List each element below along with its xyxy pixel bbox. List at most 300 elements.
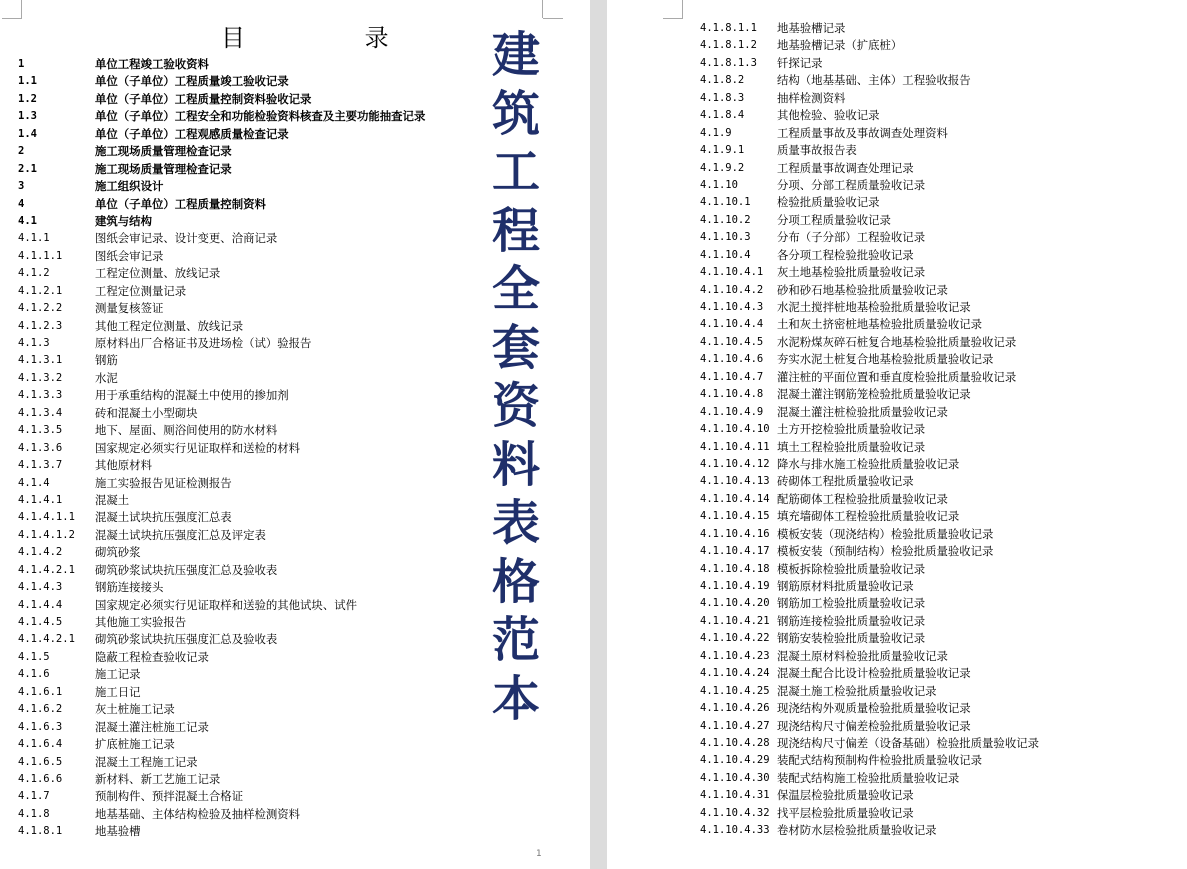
toc-entry-title: 混凝土配合比设计检验批质量验收记录 xyxy=(777,666,971,681)
toc-entry xyxy=(700,90,1180,107)
toc-entry-number: 1.2 xyxy=(18,92,37,105)
toc-entry xyxy=(18,370,478,387)
toc-entry-number: 4.1.10.4.16 xyxy=(700,527,770,540)
toc-entry xyxy=(18,230,478,247)
toc-entry xyxy=(18,544,478,561)
toc-entry xyxy=(18,457,478,474)
toc-entry-title: 预制构件、预拌混凝土合格证 xyxy=(95,789,244,804)
toc-entry-number: 4.1.10.4.11 xyxy=(700,440,770,453)
toc-entry xyxy=(700,125,1180,142)
toc-entry xyxy=(18,666,478,683)
toc-entry-number: 4.1.8.1.2 xyxy=(700,39,757,52)
toc-entry-title: 施工记录 xyxy=(95,667,141,682)
toc-entry-title: 图纸会审记录 xyxy=(95,248,164,263)
toc-entry-number: 4.1.5 xyxy=(18,650,50,663)
toc-entry xyxy=(18,736,478,753)
toc-entry-title: 原材料出厂合格证书及进场检（试）验报告 xyxy=(95,336,312,350)
toc-entry xyxy=(700,683,1180,700)
toc-entry-number: 4.1.3.5 xyxy=(18,424,63,437)
toc-entry-number: 4.1.10.4.26 xyxy=(700,702,770,715)
toc-entry-title: 填土工程检验批质量验收记录 xyxy=(777,439,926,454)
toc-entry-title: 建筑与结构 xyxy=(95,213,152,228)
vertical-title-char: 格 xyxy=(491,553,540,610)
toc-entry-title: 地下、屋面、厕浴间使用的防水材料 xyxy=(95,423,278,438)
toc-entry-number: 4.1.4 xyxy=(18,476,50,489)
toc-entry-title: 混凝土原材料检验批质量验收记录 xyxy=(777,648,948,663)
toc-entry-number: 4.1.10.4.27 xyxy=(700,719,770,732)
toc-entry-number: 4.1.3 xyxy=(18,337,50,349)
toc-entry-title: 混凝土试块抗压强度汇总表 xyxy=(95,510,232,525)
crop-mark xyxy=(663,18,683,19)
document-page-left xyxy=(0,0,590,869)
toc-entry-number: 1.4 xyxy=(18,127,37,140)
toc-entry-title: 新材料、新工艺施工记录 xyxy=(95,771,221,786)
vertical-title-char: 资 xyxy=(491,378,540,434)
toc-entry-title: 钢筋连接检验批质量验收记录 xyxy=(777,613,926,628)
toc-entry-title: 单位（子单位）工程质量竣工验收记录 xyxy=(95,74,289,89)
toc-entry xyxy=(700,752,1180,769)
toc-entry-number: 4.1.10.4.17 xyxy=(700,545,770,558)
toc-entry-title: 钢筋加工检验批质量验收记录 xyxy=(777,596,926,611)
toc-entry xyxy=(18,527,478,544)
toc-entry-number: 4.1.8 xyxy=(18,807,50,820)
toc-entry xyxy=(700,787,1180,804)
toc-entry xyxy=(700,247,1180,264)
toc-entry-number: 4.1.3.2 xyxy=(18,371,63,384)
toc-entry-number: 4.1.2.3 xyxy=(18,319,63,332)
toc-entry-number: 3 xyxy=(18,180,25,193)
toc-entry-title: 混凝土灌注桩施工记录 xyxy=(95,719,209,734)
toc-entry-number: 4.1.7 xyxy=(18,790,50,803)
toc-entry-number: 4.1.10.4.20 xyxy=(700,597,770,610)
toc-entry-title: 钢筋安装检验批质量验收记录 xyxy=(777,631,926,646)
toc-entry xyxy=(700,595,1180,612)
toc-entry-number: 4.1.10.4.30 xyxy=(700,771,770,784)
toc-entry-title: 混凝土灌注钢筋笼检验批质量验收记录 xyxy=(777,387,971,402)
toc-entry-number: 4.1.10.4.21 xyxy=(700,614,770,627)
vertical-title-char: 建 xyxy=(491,27,540,83)
toc-entry-number: 4.1.10.1 xyxy=(700,196,751,209)
toc-entry xyxy=(18,562,478,579)
toc-entry-title: 地基验槽记录 xyxy=(777,21,846,35)
toc-entry-number: 4.1.10.4.6 xyxy=(700,353,764,366)
toc-entry xyxy=(700,421,1180,438)
toc-entry-title: 钢筋连接接头 xyxy=(95,580,164,595)
toc-entry xyxy=(18,300,478,317)
toc-entry-number: 4.1.10.4.3 xyxy=(700,301,764,313)
toc-entry xyxy=(18,475,478,492)
toc-entry xyxy=(700,212,1180,229)
toc-entry-number: 4.1.9.2 xyxy=(700,161,745,174)
toc-entry-number: 4.1.3.7 xyxy=(18,459,63,472)
toc-entry-number: 4.1.10.3 xyxy=(700,231,751,244)
toc-entry-number: 4.1.4.4 xyxy=(18,598,63,611)
toc-entry xyxy=(18,440,478,457)
crop-mark xyxy=(2,18,22,19)
toc-entry xyxy=(18,143,478,160)
toc-entry-title: 检验批质量验收记录 xyxy=(777,195,880,210)
toc-entry xyxy=(700,770,1180,787)
toc-heading: 目 录 xyxy=(221,24,445,52)
toc-entry xyxy=(18,701,478,718)
toc-entry xyxy=(18,684,478,701)
toc-entry xyxy=(700,107,1180,124)
toc-entry-title: 卷材防水层检验批质量验收记录 xyxy=(777,823,937,838)
toc-entry-number: 4.1.9 xyxy=(700,126,732,139)
toc-entry-number: 2 xyxy=(18,145,25,158)
toc-entry-number: 4.1.6.3 xyxy=(18,720,63,733)
toc-entry-number: 4.1.4.2 xyxy=(18,546,63,559)
toc-entry xyxy=(18,335,478,352)
toc-entry xyxy=(700,700,1180,717)
toc-entry-number: 4.1.4.3 xyxy=(18,581,63,594)
toc-entry-number: 4.1.10.4.19 xyxy=(700,580,770,592)
toc-entry-title: 其他施工实验报告 xyxy=(95,615,187,629)
toc-entry-title: 钢筋 xyxy=(95,353,118,368)
toc-entry xyxy=(18,73,478,90)
vertical-title-char: 套 xyxy=(491,319,540,376)
toc-entry-number: 4.1 xyxy=(18,214,37,227)
toc-entry-number: 4.1.3.6 xyxy=(18,441,63,454)
toc-entry-title: 工程质量事故及事故调查处理资料 xyxy=(777,125,948,140)
toc-list-left xyxy=(18,56,478,841)
toc-entry xyxy=(700,543,1180,560)
toc-entry-number: 4.1.4.1 xyxy=(18,493,63,506)
toc-entry-number: 4.1.10.4.14 xyxy=(700,492,770,505)
toc-entry-title: 砂和砂石地基检验批质量验收记录 xyxy=(777,282,948,297)
page-number: 1 xyxy=(536,849,542,859)
toc-entry-title: 夯实水泥土桩复合地基检验批质量验收记录 xyxy=(777,352,994,367)
toc-entry-title: 钎探记录 xyxy=(777,55,823,70)
toc-entry-title: 装配式结构施工检验批质量验收记录 xyxy=(777,770,960,785)
toc-entry-number: 4.1.8.1 xyxy=(18,825,63,838)
toc-entry-number: 4.1.10.4.7 xyxy=(700,370,764,383)
toc-entry-number: 4.1.10.4.8 xyxy=(700,388,764,401)
toc-entry-title: 单位（子单位）工程质量控制资料 xyxy=(95,196,266,211)
toc-entry-title: 现浇结构尺寸偏差检验批质量验收记录 xyxy=(777,718,971,733)
toc-entry-title: 灌注桩的平面位置和垂直度检验批质量验收记录 xyxy=(777,369,1017,384)
toc-entry-title: 混凝土 xyxy=(95,492,130,507)
toc-entry-title: 其他检验、验收记录 xyxy=(777,108,880,123)
toc-entry-number: 4.1.2.2 xyxy=(18,302,63,315)
toc-entry-title: 现浇结构外观质量检验批质量验收记录 xyxy=(777,701,971,716)
toc-entry-number: 4.1.10.4 xyxy=(700,248,751,261)
toc-entry xyxy=(700,508,1180,525)
toc-entry-title: 填充墙砌体工程检验批质量验收记录 xyxy=(777,509,960,524)
toc-entry xyxy=(18,213,478,230)
toc-entry xyxy=(18,352,478,369)
crop-mark xyxy=(543,18,563,19)
crop-mark xyxy=(542,0,543,18)
toc-entry-title: 保温层检验批质量验收记录 xyxy=(777,788,914,803)
toc-entry-title: 其他原材料 xyxy=(95,458,152,473)
toc-entry-title: 模板安装（现浇结构）检验批质量验收记录 xyxy=(777,526,994,541)
toc-entry-number: 4.1.6.5 xyxy=(18,755,63,768)
toc-entry xyxy=(18,771,478,788)
toc-entry-title: 水泥土搅拌桩地基检验批质量验收记录 xyxy=(777,300,971,314)
toc-entry-title: 土方开挖检验批质量验收记录 xyxy=(777,422,926,437)
toc-entry xyxy=(700,369,1180,386)
toc-entry-title: 单位（子单位）工程安全和功能检验资料核查及主要功能抽查记录 xyxy=(95,109,426,124)
toc-entry xyxy=(18,719,478,736)
toc-entry xyxy=(18,631,478,648)
toc-entry xyxy=(18,806,478,823)
toc-entry-number: 4.1.3.4 xyxy=(18,406,63,419)
toc-entry xyxy=(18,649,478,666)
vertical-title-char: 料 xyxy=(491,436,540,493)
toc-entry-number: 4.1.2.1 xyxy=(18,284,63,297)
toc-entry xyxy=(700,526,1180,543)
toc-entry-title: 各分项工程检验批验收记录 xyxy=(777,247,914,262)
toc-entry xyxy=(700,351,1180,368)
toc-entry-title: 施工现场质量管理检查记录 xyxy=(95,161,232,176)
toc-entry xyxy=(18,161,478,178)
toc-entry-title: 砖砌体工程批质量验收记录 xyxy=(777,474,914,489)
toc-entry-number: 2.1 xyxy=(18,162,37,175)
toc-entry-number: 4.1.10.4.5 xyxy=(700,335,764,348)
toc-entry xyxy=(18,405,478,422)
toc-entry xyxy=(700,72,1180,89)
toc-entry-number: 4.1.10.4.22 xyxy=(700,632,770,645)
page-gutter xyxy=(590,0,607,869)
toc-entry-title: 地基验槽记录（扩底桩） xyxy=(777,38,903,53)
toc-entry-title: 钢筋原材料批质量验收记录 xyxy=(777,579,914,593)
toc-entry-number: 4.1.10.4.31 xyxy=(700,789,770,802)
toc-entry-title: 施工组织设计 xyxy=(95,179,164,194)
toc-entry-number: 4.1.1 xyxy=(18,232,50,245)
toc-entry xyxy=(18,509,478,526)
toc-entry-title: 地基验槽 xyxy=(95,824,141,839)
toc-entry xyxy=(18,178,478,195)
document-page-right xyxy=(607,0,1187,869)
toc-entry-number: 4.1.10.4.28 xyxy=(700,736,770,749)
vertical-title-char: 范 xyxy=(491,612,540,668)
toc-entry-title: 单位（子单位）工程质量控制资料验收记录 xyxy=(95,91,312,106)
toc-entry xyxy=(18,126,478,143)
vertical-title-char: 表 xyxy=(491,495,540,551)
toc-entry xyxy=(700,194,1180,211)
toc-entry-title: 砌筑砂浆试块抗压强度汇总及验收表 xyxy=(95,632,278,647)
vertical-title-char: 工 xyxy=(491,144,540,200)
toc-entry-title: 国家规定必须实行见证取样和送检的材料 xyxy=(95,440,301,455)
vertical-document-title xyxy=(488,26,544,728)
toc-entry-title: 工程定位测量、放线记录 xyxy=(95,266,221,281)
toc-entry xyxy=(18,597,478,614)
toc-entry-number: 4.1.4.2.1 xyxy=(18,563,75,576)
toc-entry xyxy=(700,282,1180,299)
toc-entry-title: 单位工程竣工验收资料 xyxy=(95,57,209,71)
toc-entry xyxy=(18,823,478,840)
toc-entry-number: 4.1.10.4.1 xyxy=(700,266,764,279)
toc-entry xyxy=(700,37,1180,54)
toc-entry-number: 4.1.8.1.3 xyxy=(700,56,757,69)
toc-entry-number: 4.1.10 xyxy=(700,178,738,191)
toc-entry-title: 模板安装（预制结构）检验批质量验收记录 xyxy=(777,544,994,559)
toc-entry-number: 4.1.4.5 xyxy=(18,616,63,628)
toc-entry xyxy=(18,283,478,300)
toc-entry-title: 结构（地基基础、主体）工程验收报告 xyxy=(777,73,971,88)
toc-entry xyxy=(700,491,1180,508)
toc-entry xyxy=(700,473,1180,490)
toc-entry-number: 4.1.8.4 xyxy=(700,109,745,122)
toc-entry-title: 其他工程定位测量、放线记录 xyxy=(95,318,244,333)
toc-entry-title: 质量事故报告表 xyxy=(777,143,857,158)
toc-entry-title: 混凝土施工检验批质量验收记录 xyxy=(777,683,937,698)
toc-entry-number: 4.1.10.4.12 xyxy=(700,457,770,470)
toc-entry xyxy=(18,614,478,631)
toc-entry-number: 4.1.10.4.9 xyxy=(700,405,764,418)
toc-entry xyxy=(18,579,478,596)
toc-entry-title: 降水与排水施工检验批质量验收记录 xyxy=(777,456,960,471)
toc-entry xyxy=(700,822,1180,839)
toc-entry-number: 4.1.1.1 xyxy=(18,249,63,262)
toc-entry-number: 4.1.10.4.4 xyxy=(700,318,764,331)
toc-entry-number: 1.1 xyxy=(18,75,37,88)
crop-mark xyxy=(21,0,22,18)
toc-entry xyxy=(700,630,1180,647)
toc-entry xyxy=(700,613,1180,630)
toc-entry-number: 4.1.6.6 xyxy=(18,772,63,785)
vertical-title-char: 程 xyxy=(491,202,540,259)
toc-entry xyxy=(18,196,478,213)
toc-entry xyxy=(700,386,1180,403)
toc-entry-title: 砌筑砂浆试块抗压强度汇总及验收表 xyxy=(95,562,278,577)
toc-entry-number: 4.1.8.1.1 xyxy=(700,22,757,34)
toc-entry-title: 砌筑砂浆 xyxy=(95,545,141,560)
toc-entry-title: 单位（子单位）工程观感质量检查记录 xyxy=(95,126,289,141)
toc-entry xyxy=(18,422,478,439)
toc-entry-number: 4.1.10.4.13 xyxy=(700,475,770,488)
toc-entry-title: 水泥 xyxy=(95,370,118,385)
toc-entry xyxy=(700,735,1180,752)
toc-entry-title: 灰土地基检验批质量验收记录 xyxy=(777,265,926,280)
toc-entry-number: 4.1.10.4.25 xyxy=(700,684,770,697)
toc-entry-title: 图纸会审记录、设计变更、洽商记录 xyxy=(95,231,278,246)
toc-entry-title: 土和灰土挤密桩地基检验批质量验收记录 xyxy=(777,317,983,332)
vertical-title-char: 全 xyxy=(491,261,540,317)
toc-entry xyxy=(700,334,1180,351)
toc-entry-title: 砖和混凝土小型砌块 xyxy=(95,405,198,420)
toc-entry xyxy=(700,805,1180,822)
toc-entry-title: 配筋砌体工程检验批质量验收记录 xyxy=(777,491,948,506)
toc-entry xyxy=(700,20,1180,37)
toc-entry-number: 4.1.10.4.32 xyxy=(700,806,770,819)
toc-entry-title: 工程质量事故调查处理记录 xyxy=(777,160,914,175)
toc-entry-title: 分项、分部工程质量验收记录 xyxy=(777,177,926,192)
toc-entry-number: 4.1.10.4.33 xyxy=(700,824,770,837)
toc-entry xyxy=(700,578,1180,595)
toc-entry-number: 4.1.4.1.2 xyxy=(18,528,75,541)
crop-mark xyxy=(682,0,683,18)
toc-entry-title: 地基基础、主体结构检验及抽样检测资料 xyxy=(95,806,301,821)
toc-entry-title: 抽样检测资料 xyxy=(777,90,846,105)
toc-entry-title: 灰土桩施工记录 xyxy=(95,702,175,717)
toc-entry-title: 混凝土工程施工记录 xyxy=(95,754,198,769)
toc-entry-title: 施工实验报告见证检测报告 xyxy=(95,475,232,490)
toc-entry-title: 施工日记 xyxy=(95,684,141,699)
toc-entry xyxy=(700,456,1180,473)
toc-entry xyxy=(18,265,478,282)
toc-entry-number: 4.1.6.2 xyxy=(18,703,63,716)
toc-entry-title: 用于承重结构的混凝土中使用的掺加剂 xyxy=(95,388,289,403)
toc-entry-number: 4.1.8.2 xyxy=(700,74,745,87)
toc-entry xyxy=(700,404,1180,421)
toc-entry xyxy=(700,299,1180,316)
toc-entry xyxy=(700,264,1180,281)
toc-entry xyxy=(18,318,478,335)
toc-entry xyxy=(18,492,478,509)
toc-entry-title: 水泥粉煤灰碎石桩复合地基检验批质量验收记录 xyxy=(777,334,1017,349)
toc-entry-number: 4.1.10.4.2 xyxy=(700,283,764,296)
toc-entry xyxy=(18,56,478,73)
toc-entry-title: 测量复核签证 xyxy=(95,301,164,316)
toc-entry-title: 装配式结构预制构件检验批质量验收记录 xyxy=(777,753,983,768)
toc-entry-number: 4.1.9.1 xyxy=(700,144,745,157)
toc-entry xyxy=(18,91,478,108)
toc-entry-title: 混凝土灌注桩检验批质量验收记录 xyxy=(777,404,948,419)
toc-entry-title: 分布（子分部）工程验收记录 xyxy=(777,230,926,245)
toc-entry xyxy=(700,316,1180,333)
toc-list-right xyxy=(700,20,1180,840)
toc-entry-title: 现浇结构尺寸偏差（设备基础）检验批质量验收记录 xyxy=(777,735,1039,750)
toc-entry xyxy=(700,561,1180,578)
toc-entry xyxy=(700,142,1180,159)
vertical-title-char: 筑 xyxy=(491,85,540,142)
toc-entry-title: 隐蔽工程检查验收记录 xyxy=(95,649,209,664)
toc-entry-number: 4.1.3.3 xyxy=(18,389,63,402)
toc-entry-number: 4.1.10.4.15 xyxy=(700,510,770,523)
toc-entry-number: 4.1.6.4 xyxy=(18,738,63,751)
toc-entry-number: 4.1.4.1.1 xyxy=(18,511,75,524)
toc-entry-number: 4.1.10.4.24 xyxy=(700,667,770,680)
vertical-title-char: 本 xyxy=(491,670,540,727)
toc-entry-title: 模板拆除检验批质量验收记录 xyxy=(777,561,926,576)
toc-entry-number: 4.1.10.2 xyxy=(700,213,751,226)
toc-entry xyxy=(700,648,1180,665)
toc-entry-number: 4.1.10.4.18 xyxy=(700,562,770,575)
toc-entry-title: 国家规定必须实行见证取样和送验的其他试块、试件 xyxy=(95,597,357,612)
toc-entry-number: 1.3 xyxy=(18,110,37,123)
toc-entry xyxy=(18,788,478,805)
toc-entry-number: 4.1.10.4.23 xyxy=(700,649,770,662)
toc-entry xyxy=(700,718,1180,735)
toc-entry-number: 1 xyxy=(18,58,25,70)
toc-entry-title: 混凝土试块抗压强度汇总及评定表 xyxy=(95,527,266,542)
toc-entry xyxy=(18,754,478,771)
toc-entry-number: 4.1.10.4.10 xyxy=(700,423,770,436)
toc-entry xyxy=(18,108,478,125)
toc-entry xyxy=(700,665,1180,682)
toc-entry-number: 4 xyxy=(18,197,25,210)
toc-entry xyxy=(700,229,1180,246)
toc-entry-number: 4.1.10.4.29 xyxy=(700,754,770,767)
toc-entry-number: 4.1.2 xyxy=(18,267,50,280)
toc-entry-number: 4.1.6.1 xyxy=(18,685,63,698)
toc-entry-title: 扩底桩施工记录 xyxy=(95,737,175,752)
toc-entry-title: 施工现场质量管理检查记录 xyxy=(95,144,232,159)
toc-entry-title: 找平层检验批质量验收记录 xyxy=(777,805,914,820)
toc-entry xyxy=(18,248,478,265)
toc-entry xyxy=(700,439,1180,456)
toc-entry xyxy=(700,177,1180,194)
toc-entry xyxy=(18,387,478,404)
toc-entry-number: 4.1.8.3 xyxy=(700,91,745,104)
toc-entry xyxy=(700,55,1180,72)
toc-entry-title: 分项工程质量验收记录 xyxy=(777,212,891,227)
toc-entry-number: 4.1.4.2.1 xyxy=(18,633,75,646)
toc-entry-number: 4.1.3.1 xyxy=(18,354,63,367)
toc-entry-number: 4.1.6 xyxy=(18,668,50,681)
